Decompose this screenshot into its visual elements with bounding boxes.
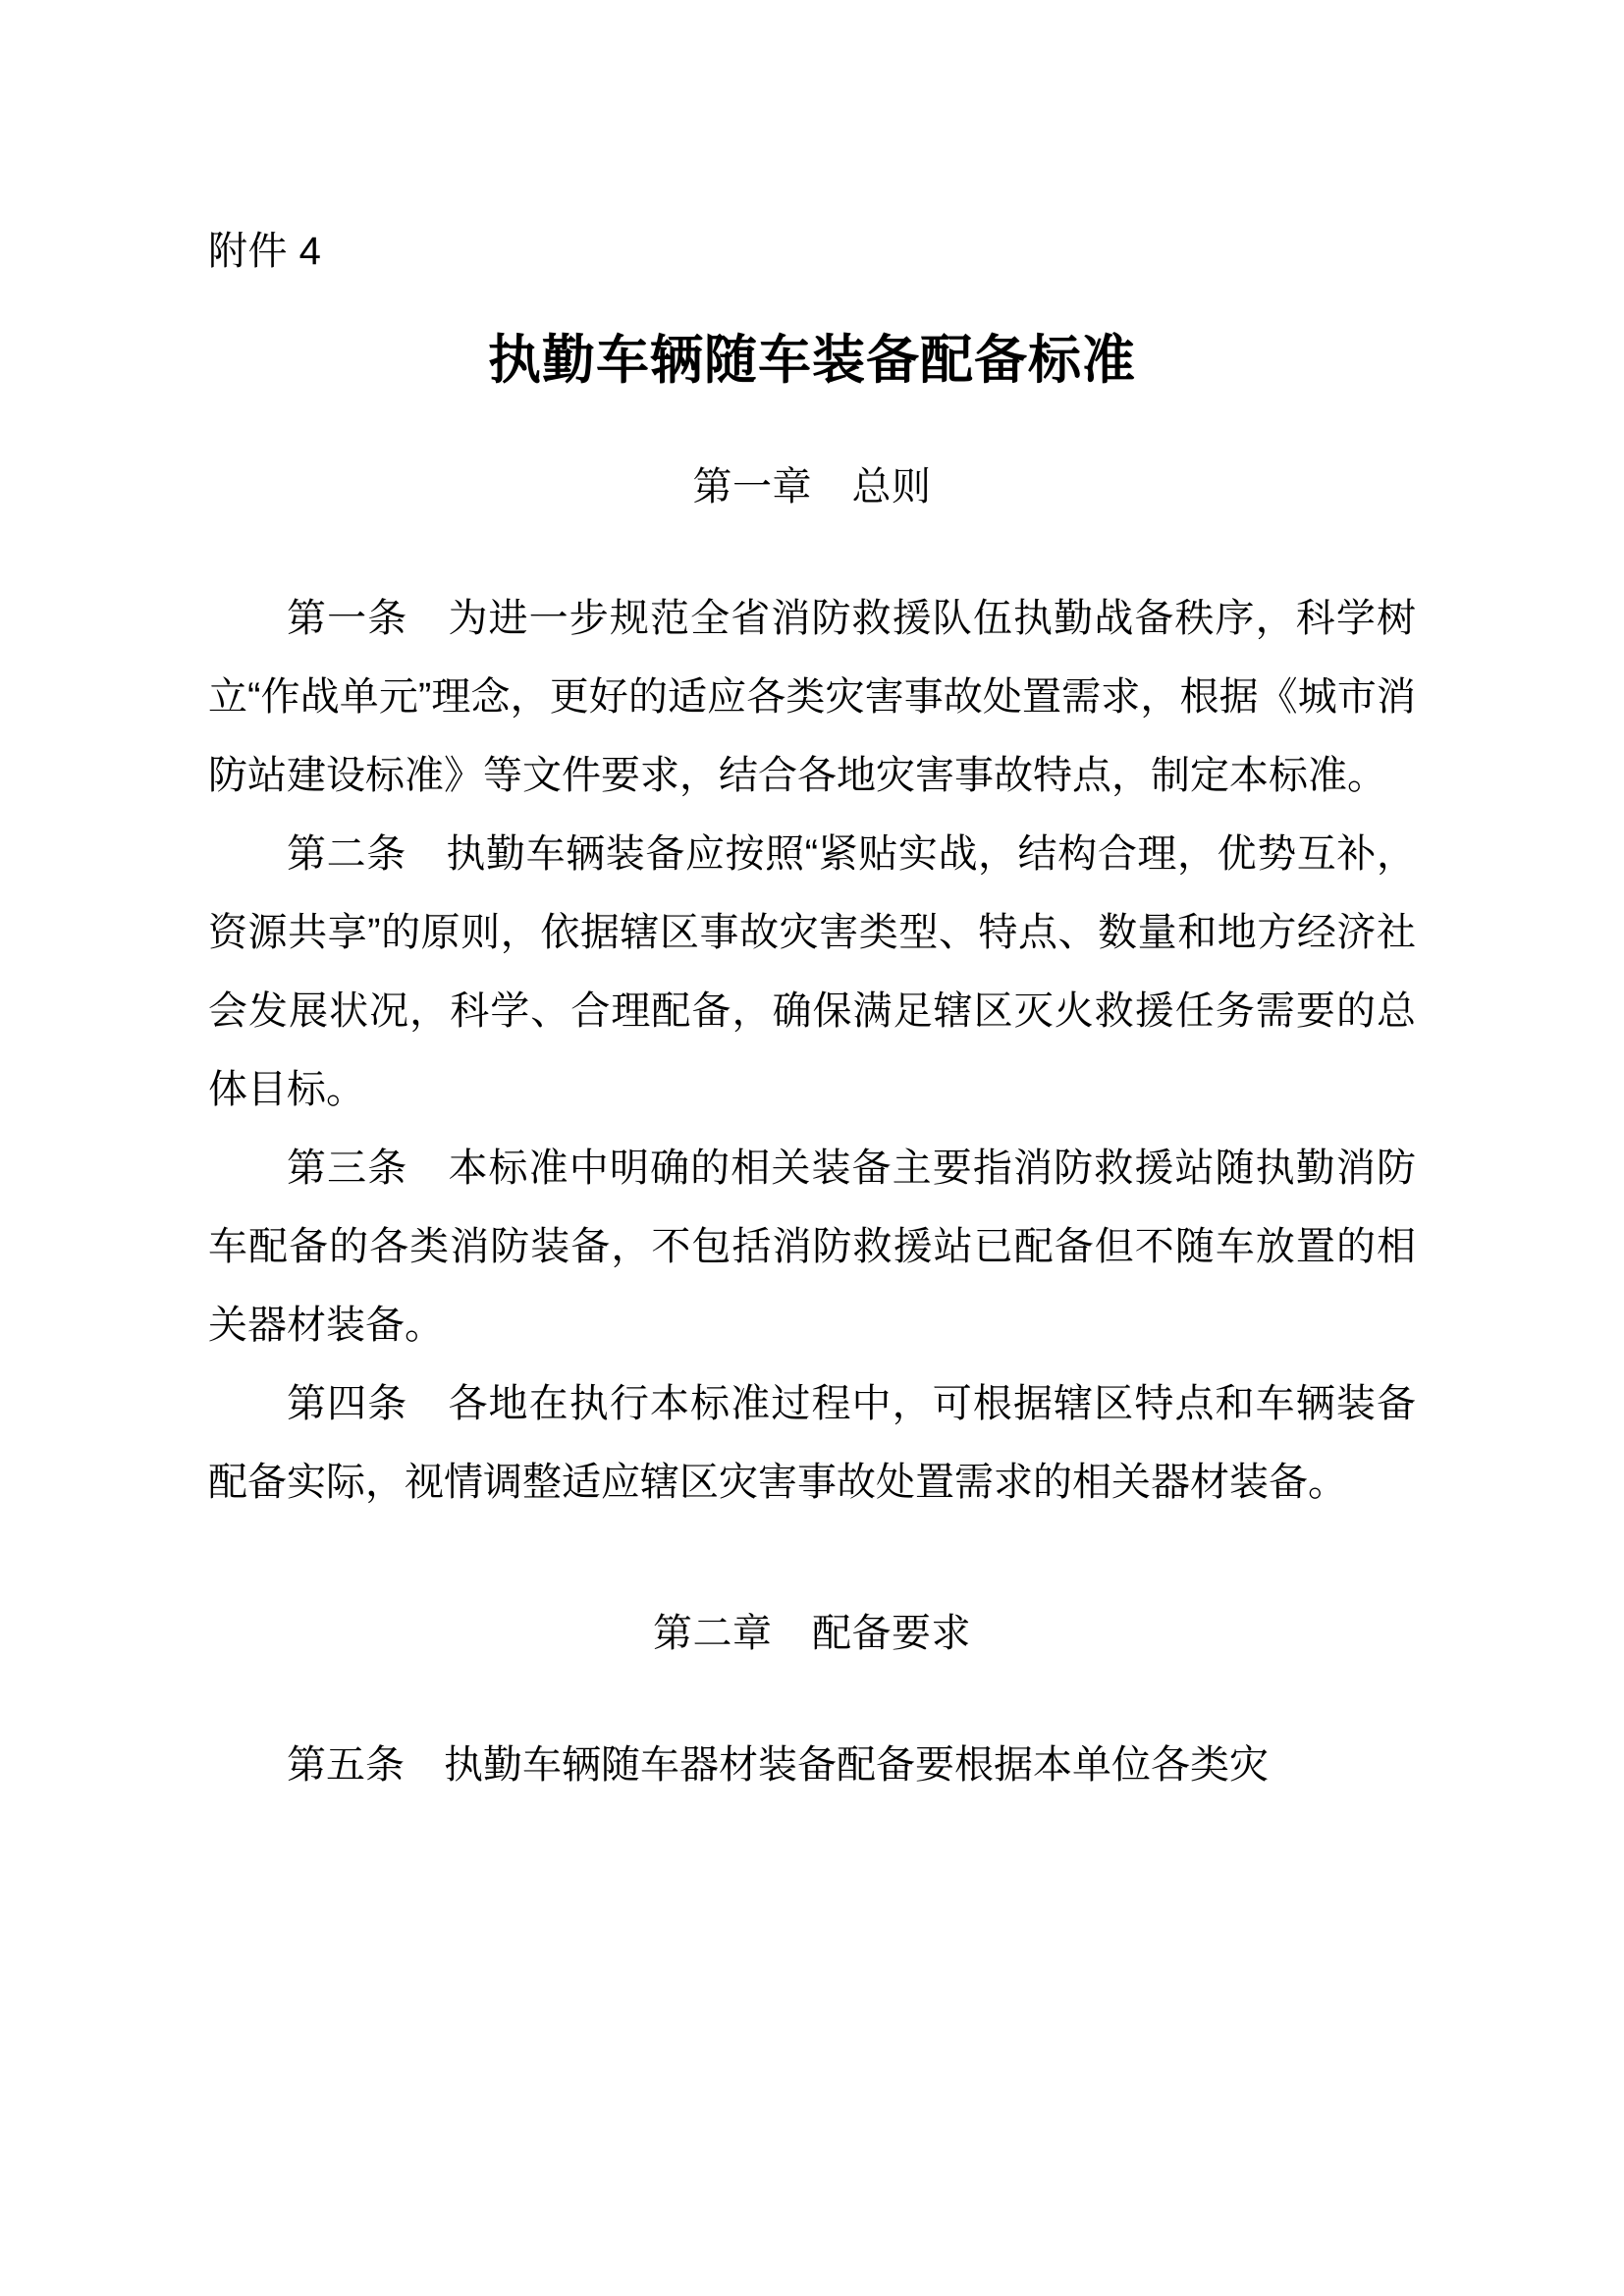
page-title: 执勤车辆随车装备配备标准: [488, 331, 1136, 390]
article-paragraph-2: 第二条 执勤车辆装备应按照“紧贴实战，结构合理，优势互补，资源共享”的原则，依据辖区事故灾害类型、特点、数量和地方经济社会发展状况，科学、合理配备，确保满足辖区灭火救援任务需要的总体目标。: [208, 831, 1416, 1111]
document-content: [208, 0, 1416, 1804]
article-paragraph-3: 第三条 本标准中明确的相关装备主要指消防救援站随执勤消防车配备的各类消防装备，不包括消防救援站已配备但不随车放置的相关器材装备。: [208, 1146, 1416, 1347]
article-paragraph-5: 第五条 执勤车辆随车器材装备配备要根据本单位各类灾: [287, 1742, 1269, 1787]
chapter-heading-one: 第一章 总则: [692, 464, 932, 508]
article-paragraph-1: 第一条 为进一步规范全省消防救援队伍执勤战备秩序，科学树立“作战单元”理念，更好的适应各类灾害事故处置需求，根据《城市消防站建设标准》等文件要求，结合各地灾害事故特点，制定本标准。: [208, 596, 1416, 797]
attachment-label: 附件 4: [208, 230, 322, 273]
chapter-heading-two: 第二章 配备要求: [653, 1611, 971, 1655]
article-paragraph-4: 第四条 各地在执行本标准过程中，可根据辖区特点和车辆装备配备实际，视情调整适应辖区灾害事故处置需求的相关器材装备。: [208, 1381, 1416, 1504]
